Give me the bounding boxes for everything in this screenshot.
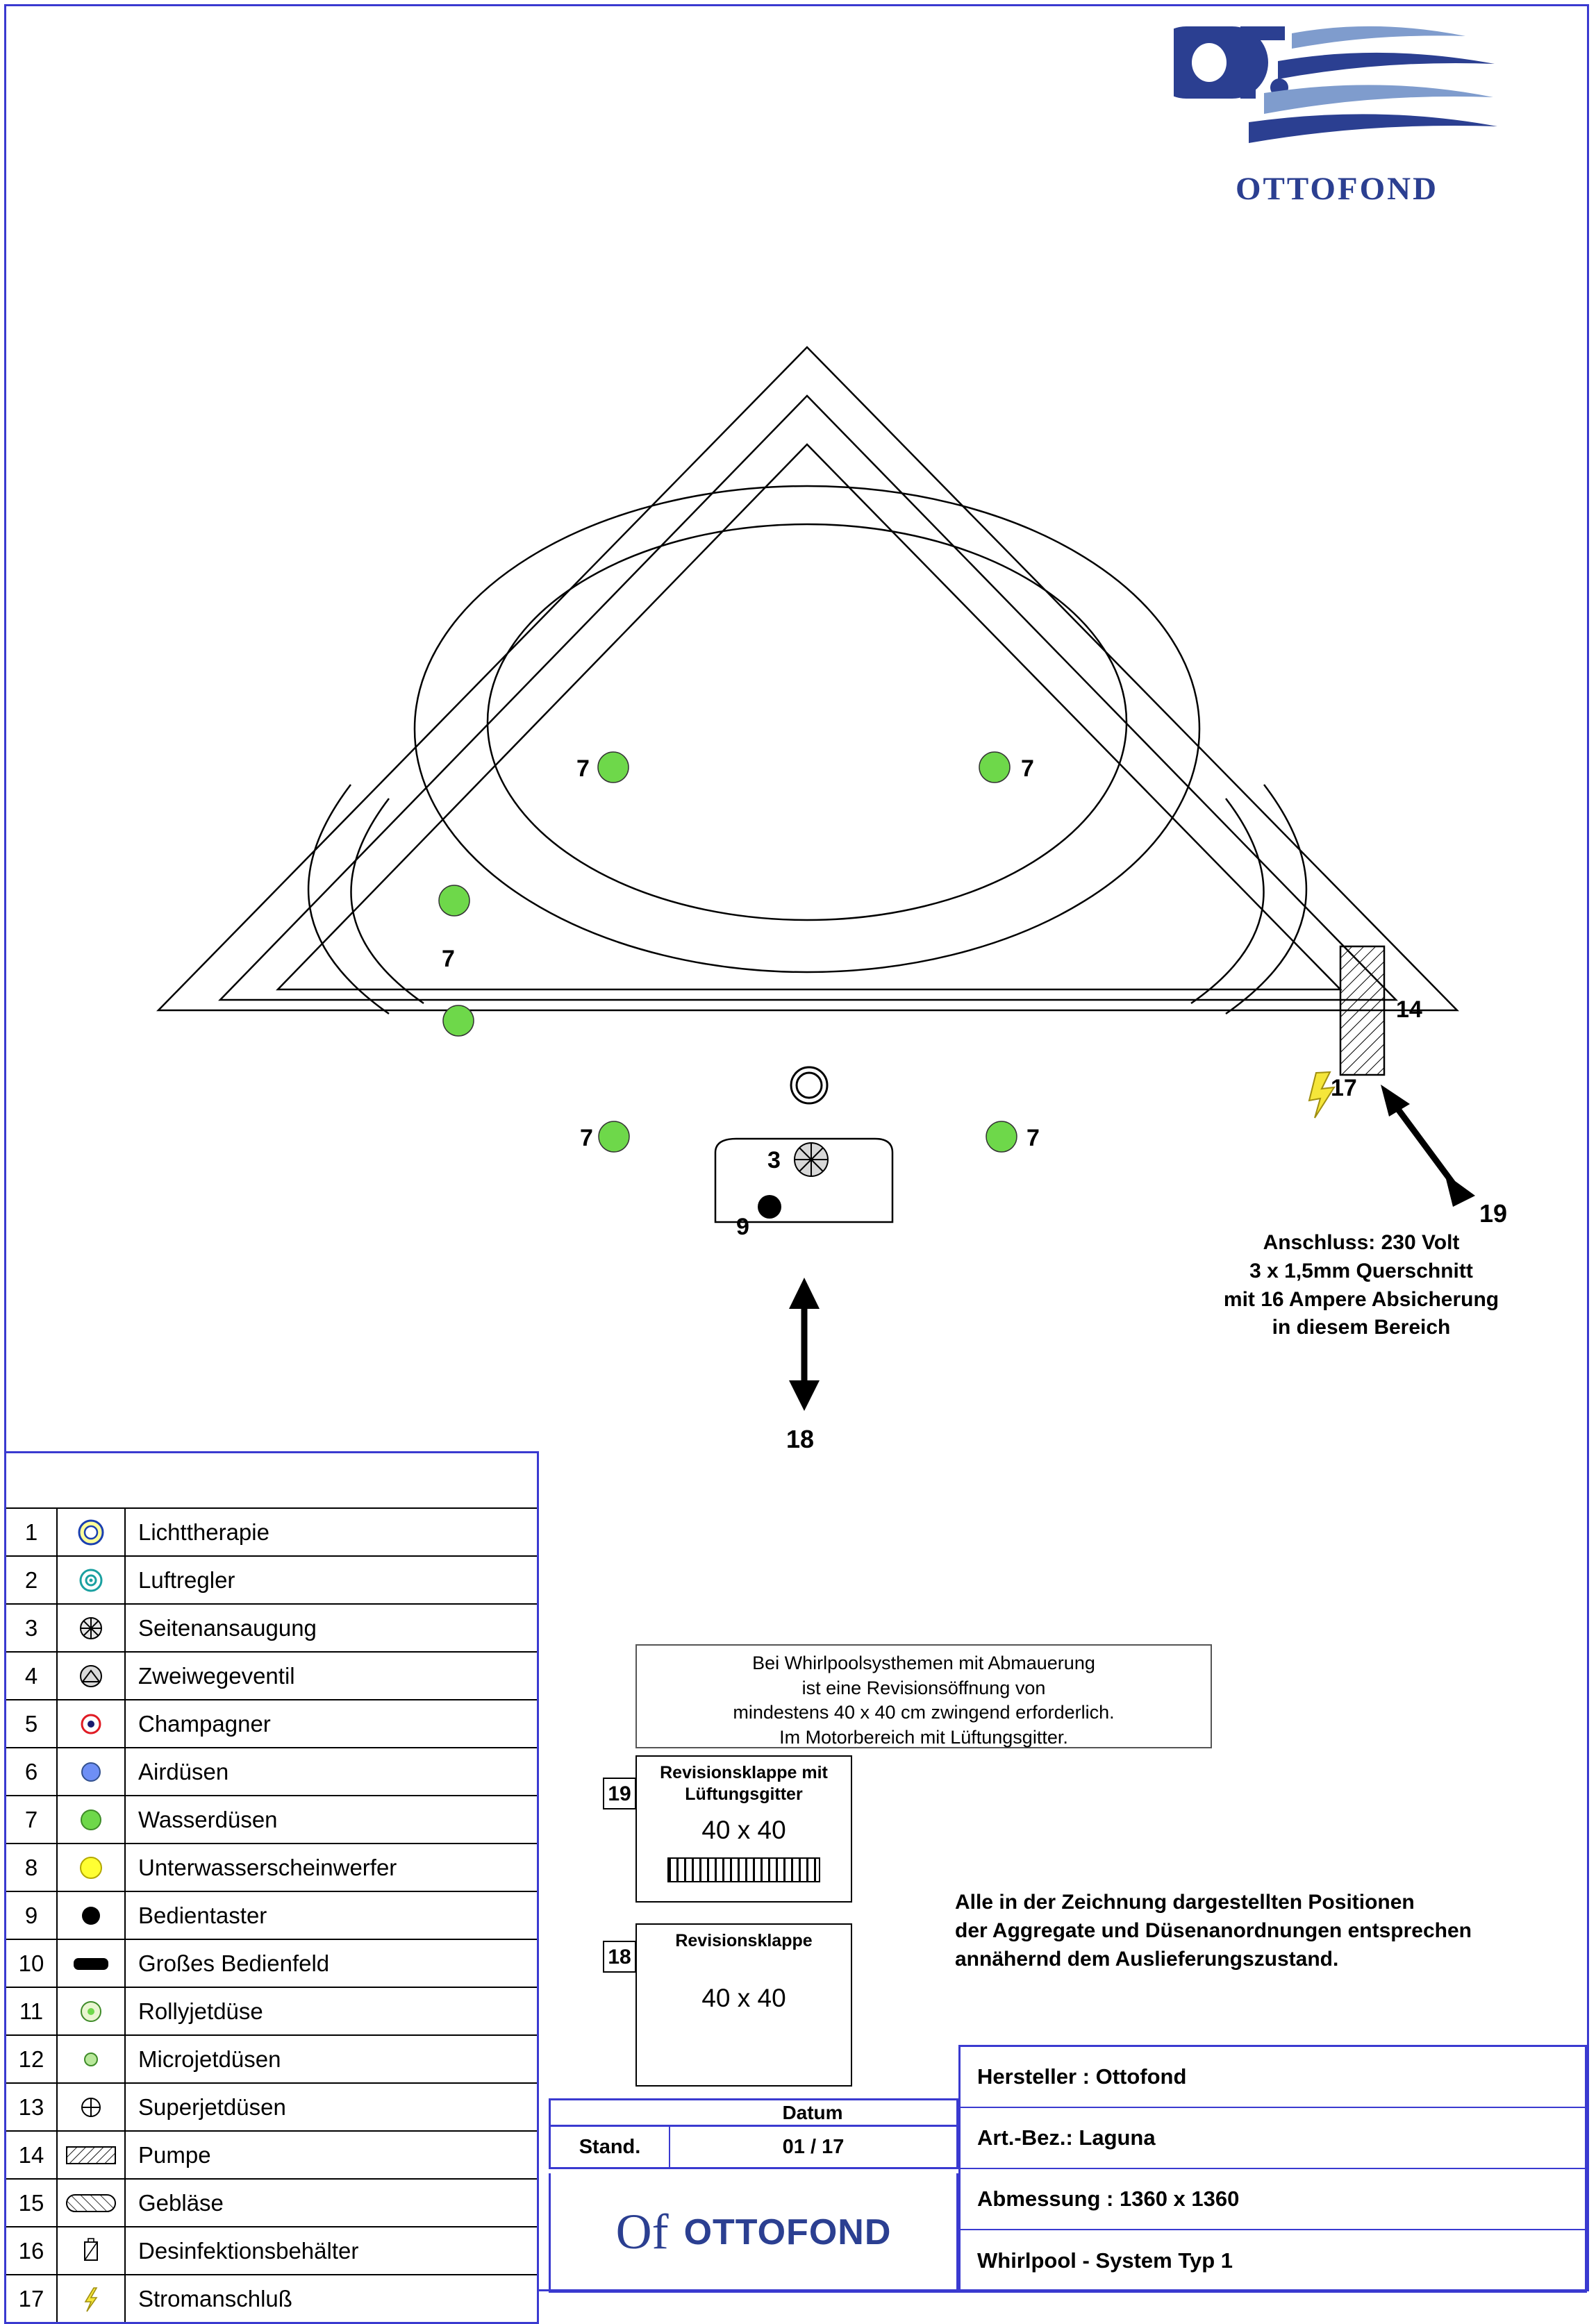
- legend-number: 14: [6, 2132, 58, 2178]
- svg-text:14: 14: [1396, 996, 1422, 1023]
- legend-row-7: [6, 1796, 537, 1844]
- legend-row-8: [6, 1844, 537, 1892]
- info-table: [958, 2045, 1587, 2293]
- info-system: Whirlpool - System Typ 1: [977, 2248, 1233, 2273]
- legend-label: Stromanschluß: [138, 2285, 292, 2312]
- revisionsklappe-box: [635, 1923, 852, 2087]
- suction-symbol: [795, 1143, 828, 1176]
- revision-note-line-1: Bei Whirlpoolsysthemen mit Abmauerung: [752, 1653, 1095, 1673]
- revision-note-line-4: Im Motorbereich mit Lüftungsgitter.: [779, 1726, 1068, 1748]
- legend-table: [4, 1451, 539, 2324]
- revision-note-line-2: ist eine Revisionsöffnung von: [801, 1677, 1046, 1698]
- legend-label: Großes Bedienfeld: [138, 1950, 330, 1976]
- legend-row-15: [6, 2180, 537, 2227]
- lichttherapie-icon: [58, 1509, 126, 1555]
- anschluss-line-1: Anschluss: 230 Volt: [1263, 1231, 1460, 1254]
- positions-note-line-3: annähernd dem Auslieferungszustand.: [955, 1947, 1339, 1971]
- legend-number: 12: [6, 2036, 58, 2082]
- anschluss-line-4: in diesem Bereich: [1272, 1316, 1451, 1339]
- legend-row-3: [6, 1605, 537, 1653]
- logo-wordmark: OTTOFOND: [1235, 171, 1439, 207]
- rollyjetduese-icon: [58, 1988, 126, 2034]
- info-hersteller: Hersteller : Ottofond: [961, 2047, 1585, 2108]
- info-art-bez: Art.-Bez.: Laguna: [961, 2108, 1585, 2169]
- box-19-size: 40 x 40: [701, 1815, 786, 1844]
- legend-row-14: [6, 2132, 537, 2180]
- box-19-title-line-2: Lüftungsgitter: [685, 1784, 803, 1805]
- stand-label: Stand.: [551, 2127, 670, 2167]
- svg-text:7: 7: [1026, 1125, 1040, 1151]
- legend-label: Unterwasserscheinwerfer: [138, 1854, 397, 1880]
- legend-number: 9: [6, 1892, 58, 1939]
- microjetduesen-icon: [58, 2036, 126, 2082]
- seitenansaugung-icon: [58, 1605, 126, 1651]
- legend-label: Pumpe: [138, 2141, 211, 2168]
- control-button-symbol: [758, 1195, 781, 1219]
- legend-row-9: [6, 1892, 537, 1940]
- anschluss-line-2: 3 x 1,5mm Querschnitt: [1249, 1259, 1473, 1282]
- legend-row-6: [6, 1748, 537, 1796]
- legend-label: Airdüsen: [138, 1758, 229, 1784]
- legend-number: 7: [6, 1796, 58, 1843]
- svg-text:7: 7: [580, 1125, 593, 1151]
- stand-value: 01 / 17: [782, 2136, 845, 2158]
- legend-number: 15: [6, 2180, 58, 2226]
- svg-text:7: 7: [576, 755, 590, 782]
- legend-label: Champagner: [138, 1710, 271, 1737]
- lueftungsgitter-icon: [667, 1857, 820, 1882]
- svg-text:17: 17: [1331, 1075, 1357, 1101]
- svg-text:19: 19: [1479, 1199, 1508, 1228]
- legend-number: 10: [6, 1940, 58, 1987]
- legend-number: 3: [6, 1605, 58, 1651]
- legend-row-4: [6, 1653, 537, 1700]
- legend-label: Superjetdüsen: [138, 2093, 286, 2120]
- airduesen-icon: [58, 1748, 126, 1795]
- anschluss-line-3: mit 16 Ampere Absicherung: [1223, 1287, 1499, 1311]
- legend-row-5: [6, 1700, 537, 1748]
- box-18-title: Revisionsklappe: [675, 1931, 813, 1950]
- legend-label: Seitenansaugung: [138, 1614, 317, 1641]
- unterwasserscheinwerfer-icon: [58, 1844, 126, 1891]
- legend-row-2: [6, 1557, 537, 1605]
- legend-label: Rollyjetdüse: [138, 1998, 263, 2024]
- legend-row-1: [6, 1509, 537, 1557]
- wasserduesen-icon: [58, 1796, 126, 1843]
- svg-text:7: 7: [1021, 755, 1034, 782]
- legend-label: Lichttherapie: [138, 1519, 269, 1545]
- zweiwegeventil-icon: [58, 1653, 126, 1699]
- legend-number: 13: [6, 2084, 58, 2130]
- svg-text:7: 7: [442, 946, 455, 972]
- legend-number: 2: [6, 1557, 58, 1603]
- legend-label: Bedientaster: [138, 1902, 267, 1928]
- svg-text:18: 18: [786, 1425, 815, 1453]
- bedientaster-icon: [58, 1892, 126, 1939]
- legend-number: 4: [6, 1653, 58, 1699]
- legend-row-11: [6, 1988, 537, 2036]
- positions-note-line-2: der Aggregate und Düsenanordnungen entsprechen: [955, 1918, 1472, 1942]
- arrow-18: [789, 1278, 820, 1411]
- svg-text:9: 9: [736, 1214, 749, 1240]
- legend-row-17: [6, 2275, 537, 2322]
- grosses-bedienfeld-icon: [58, 1940, 126, 1987]
- positions-note: [955, 1889, 1511, 1973]
- revision-note-box: [635, 1644, 1212, 1748]
- revision-note-line-3: mindestens 40 x 40 cm zwingend erforderlich.: [733, 1702, 1115, 1723]
- legend-number: 6: [6, 1748, 58, 1795]
- legend-label: Zweiwegeventil: [138, 1662, 295, 1689]
- desinfektionsbehaelter-icon: [58, 2227, 126, 2274]
- footer-logo: [549, 2173, 958, 2293]
- box-19-number: 19: [603, 1778, 636, 1809]
- footer-logo-mark: Of: [615, 2204, 669, 2259]
- legend-number: 17: [6, 2275, 58, 2322]
- champagner-icon: [58, 1700, 126, 1747]
- legend-label: Luftregler: [138, 1566, 235, 1593]
- legend-row-10: [6, 1940, 537, 1988]
- legend-number: 1: [6, 1509, 58, 1555]
- legend-number: 8: [6, 1844, 58, 1891]
- stromanschluss-icon: [58, 2275, 126, 2322]
- datum-label: Datum: [782, 2102, 843, 2123]
- anschluss-note: [1181, 1229, 1542, 1342]
- legend-number: 11: [6, 1988, 58, 2034]
- legend-number: 5: [6, 1700, 58, 1747]
- revisionsklappe-lueftungsgitter-box: [635, 1755, 852, 1903]
- jet-markers: [439, 752, 1017, 1152]
- positions-note-line-1: Alle in der Zeichnung dargestellten Positionen: [955, 1891, 1415, 1914]
- luftregler-icon: [58, 1557, 126, 1603]
- footer-logo-name: OTTOFOND: [683, 2212, 892, 2252]
- arrow-19: [1381, 1085, 1475, 1207]
- legend-header: [6, 1453, 537, 1509]
- legend-label: Desinfektionsbehälter: [138, 2237, 359, 2264]
- legend-row-13: [6, 2084, 537, 2132]
- legend-label: Gebläse: [138, 2189, 224, 2216]
- info-abmessung: Abmessung : 1360 x 1360: [961, 2169, 1585, 2230]
- pumpe-icon: [58, 2132, 126, 2178]
- legend-row-16: [6, 2227, 537, 2275]
- svg-text:3: 3: [767, 1147, 781, 1173]
- legend-number: 16: [6, 2227, 58, 2274]
- box-19-title-line-1: Revisionsklappe mit: [660, 1763, 828, 1782]
- box-18-number: 18: [603, 1941, 636, 1973]
- datum-header: [549, 2098, 958, 2126]
- geblaese-icon: [58, 2180, 126, 2226]
- pump-symbol: [1340, 946, 1384, 1075]
- superjetduesen-icon: [58, 2084, 126, 2130]
- legend-label: Microjetdüsen: [138, 2046, 281, 2072]
- stand-row: [549, 2125, 958, 2169]
- box-18-size: 40 x 40: [701, 1984, 786, 2013]
- legend-label: Wasserdüsen: [138, 1806, 278, 1832]
- legend-row-12: [6, 2036, 537, 2084]
